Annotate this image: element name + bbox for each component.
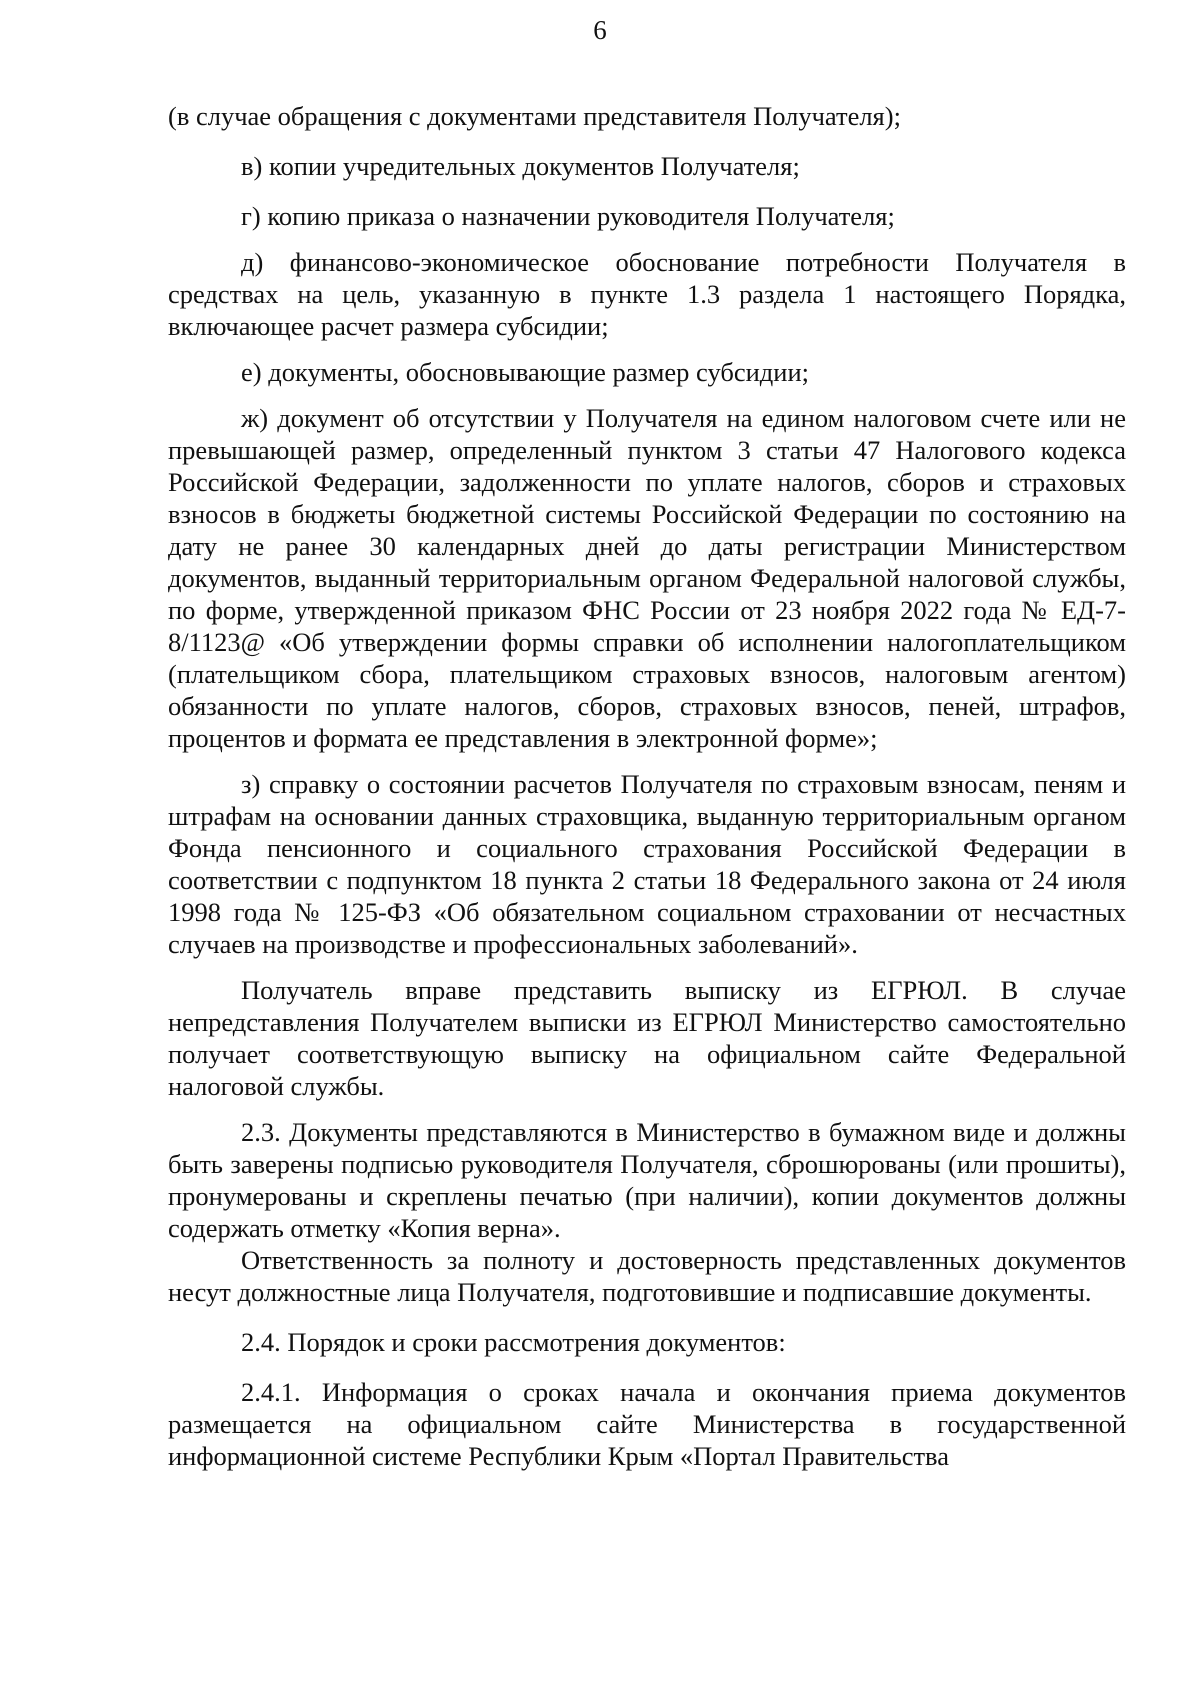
paragraph-item-d: д) финансово-экономическое обоснование потребности Получателя в средствах на цель, указанную в пункте 1.3 раздела 1 настоящего Порядка, включающее расчет размера субсидии; bbox=[168, 247, 1126, 341]
paragraph-item-zh: ж) документ об отсутствии у Получателя на едином налоговом счете или не превышающей размер, определенный пунктом 3 статьи 47 Налогового кодекса Российской Федерации, задолженности по уплате налогов, сборов и страховых взносов в бюджеты бюджетной системы Российской Федерации по состоянию на дату не ранее 30 календарных дней до даты регистрации Министерством документов, выданный территориальным органом Федеральной налоговой службы, по форме, утвержденной приказом ФНС России от 23 ноября 2022 года № ЕД-7-8/1123@ «Об утверждении формы справки об исполнении налогоплательщиком (плательщиком сбора, плательщиком страховых взносов, налоговым агентом) обязанности по уплате налогов, сборов, страховых взносов, пеней, штрафов, процентов и формата ее представления в электронной форме»; bbox=[168, 403, 1126, 753]
paragraph-item-v: в) копии учредительных документов Получателя; bbox=[241, 151, 800, 181]
paragraph-2-4-1: 2.4.1. Информация о сроках начала и окончания приема документов размещается на официальном сайте Министерства в государственной информационной системе Республики Крым «Портал Правительства bbox=[168, 1377, 1126, 1471]
paragraph-item-z: з) справку о состоянии расчетов Получателя по страховым взносам, пеням и штрафам на основании данных страховщика, выданную территориальным органом Фонда пенсионного и социального страхования Российской Федерации в соответствии с подпунктом 18 пункта 2 статьи 18 Федерального закона от 24 июля 1998 года № 125-ФЗ «Об обязательном социальном страховании от несчастных случаев на производстве и профессиональных заболеваний». bbox=[168, 769, 1126, 959]
paragraph-responsibility: Ответственность за полноту и достоверность представленных документов несут должностные лица Получателя, подготовившие и подписавшие документы. bbox=[168, 1245, 1126, 1307]
document-body bbox=[168, 100, 1126, 1472]
paragraph-continuation: (в случае обращения с документами представителя Получателя); bbox=[168, 101, 901, 131]
paragraph-item-e: е) документы, обосновывающие размер субсидии; bbox=[241, 357, 810, 387]
paragraph-item-g: г) копию приказа о назначении руководителя Получателя; bbox=[241, 201, 895, 231]
paragraph-2-4: 2.4. Порядок и сроки рассмотрения документов: bbox=[241, 1327, 786, 1357]
page-number: 6 bbox=[593, 15, 607, 45]
paragraph-2-3: 2.3. Документы представляются в Министерство в бумажном виде и должны быть заверены подписью руководителя Получателя, сброшюрованы (или прошиты), пронумерованы и скреплены печатью (при наличии), копии документов должны содержать отметку «Копия верна». bbox=[168, 1117, 1126, 1243]
paragraph-egrul: Получатель вправе представить выписку из ЕГРЮЛ. В случае непредставления Получателем выписки из ЕГРЮЛ Министерство самостоятельно получает соответствующую выписку на официальном сайте Федеральной налоговой службы. bbox=[168, 975, 1126, 1101]
